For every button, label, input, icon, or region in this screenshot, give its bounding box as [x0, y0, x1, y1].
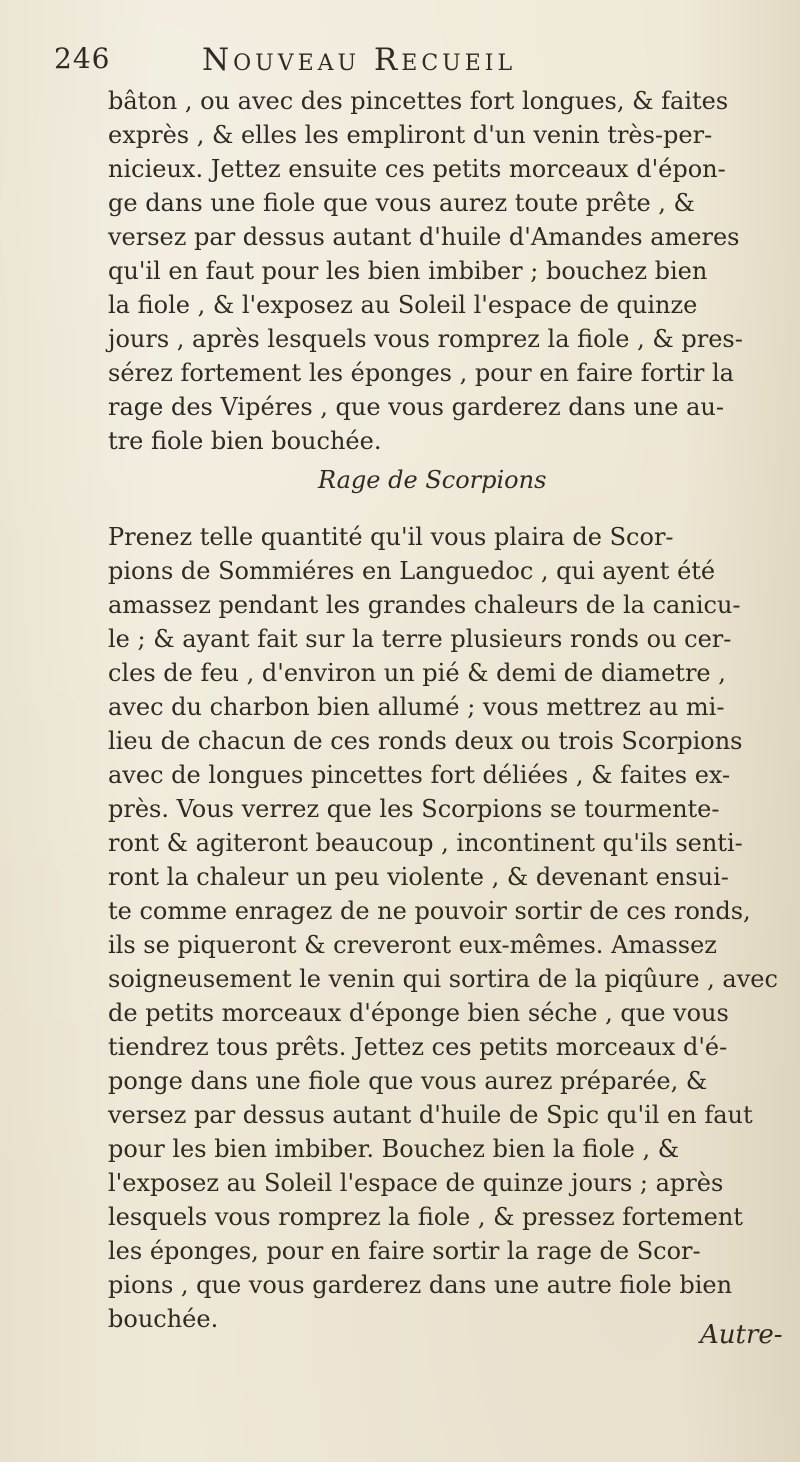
text-line: versez par dessus autant d'huile de Spic qu'il en faut: [108, 1101, 753, 1129]
text-line: ils se piqueront & creveront eux-mêmes. Amassez: [108, 931, 717, 959]
text-line: te comme enragez de ne pouvoir sortir de ces ronds,: [108, 897, 751, 925]
section-title: Rage de Scorpions: [318, 466, 547, 494]
text-line: pour les bien imbiber. Bouchez bien la fiole , &: [108, 1135, 680, 1163]
text-line: l'exposez au Soleil l'espace de quinze jours ; après: [108, 1169, 724, 1197]
text-line: exprès , & elles les empliront d'un venin très-per-: [108, 121, 713, 149]
text-line: jours , après lesquels vous romprez la fiole , & pres-: [108, 325, 743, 353]
text-line: rage des Vipéres , que vous garderez dans une au-: [108, 393, 724, 421]
text-line: lesquels vous romprez la fiole , & pressez fortement: [108, 1203, 743, 1231]
page-header: [54, 42, 754, 90]
text-line: tiendrez tous prêts. Jettez ces petits morceaux d'é-: [108, 1033, 728, 1061]
text-line: nicieux. Jettez ensuite ces petits morceaux d'épon-: [108, 155, 726, 183]
text-line: sérez fortement les éponges , pour en faire fortir la: [108, 359, 734, 387]
text-line: avec de longues pincettes fort déliées , & faites ex-: [108, 761, 731, 789]
text-line: versez par dessus autant d'huile d'Amandes ameres: [108, 223, 740, 251]
text-line: soigneusement le venin qui sortira de la piqûure , avec: [108, 965, 778, 993]
text-line: la fiole , & l'exposez au Soleil l'espace de quinze: [108, 291, 698, 319]
text-line: pions , que vous garderez dans une autre fiole bien: [108, 1271, 733, 1299]
running-title: Nouveau Recueil: [202, 42, 517, 78]
text-line: ge dans une fiole que vous aurez toute prête , &: [108, 189, 695, 217]
text-line: lieu de chacun de ces ronds deux ou trois Scorpions: [108, 727, 743, 755]
text-line: bouchée.: [108, 1305, 219, 1333]
page-number: 246: [54, 42, 111, 75]
text-line: le ; & ayant fait sur la terre plusieurs ronds ou cer-: [108, 625, 732, 653]
text-line: qu'il en faut pour les bien imbiber ; bouchez bien: [108, 257, 708, 285]
text-line: près. Vous verrez que les Scorpions se tourmente-: [108, 795, 720, 823]
catchword: Autre-: [700, 1320, 783, 1350]
text-line: amassez pendant les grandes chaleurs de la canicu-: [108, 591, 741, 619]
text-line: cles de feu , d'environ un pié & demi de diametre ,: [108, 659, 726, 687]
text-line: avec du charbon bien allumé ; vous mettrez au mi-: [108, 693, 725, 721]
text-line: les éponges, pour en faire sortir la rage de Scor-: [108, 1237, 701, 1265]
text-line: pions de Sommiéres en Languedoc , qui ayent été: [108, 557, 716, 585]
text-line: bâton , ou avec des pincettes fort longues, & faites: [108, 87, 729, 115]
text-line: de petits morceaux d'éponge bien séche , que vous: [108, 999, 729, 1027]
text-line: ront & agiteront beaucoup , incontinent qu'ils senti-: [108, 829, 743, 857]
text-line: tre fiole bien bouchée.: [108, 427, 382, 455]
text-line: ront la chaleur un peu violente , & devenant ensui-: [108, 863, 729, 891]
text-line: ponge dans une fiole que vous aurez préparée, &: [108, 1067, 708, 1095]
text-line: Prenez telle quantité qu'il vous plaira de Scor-: [108, 523, 674, 551]
